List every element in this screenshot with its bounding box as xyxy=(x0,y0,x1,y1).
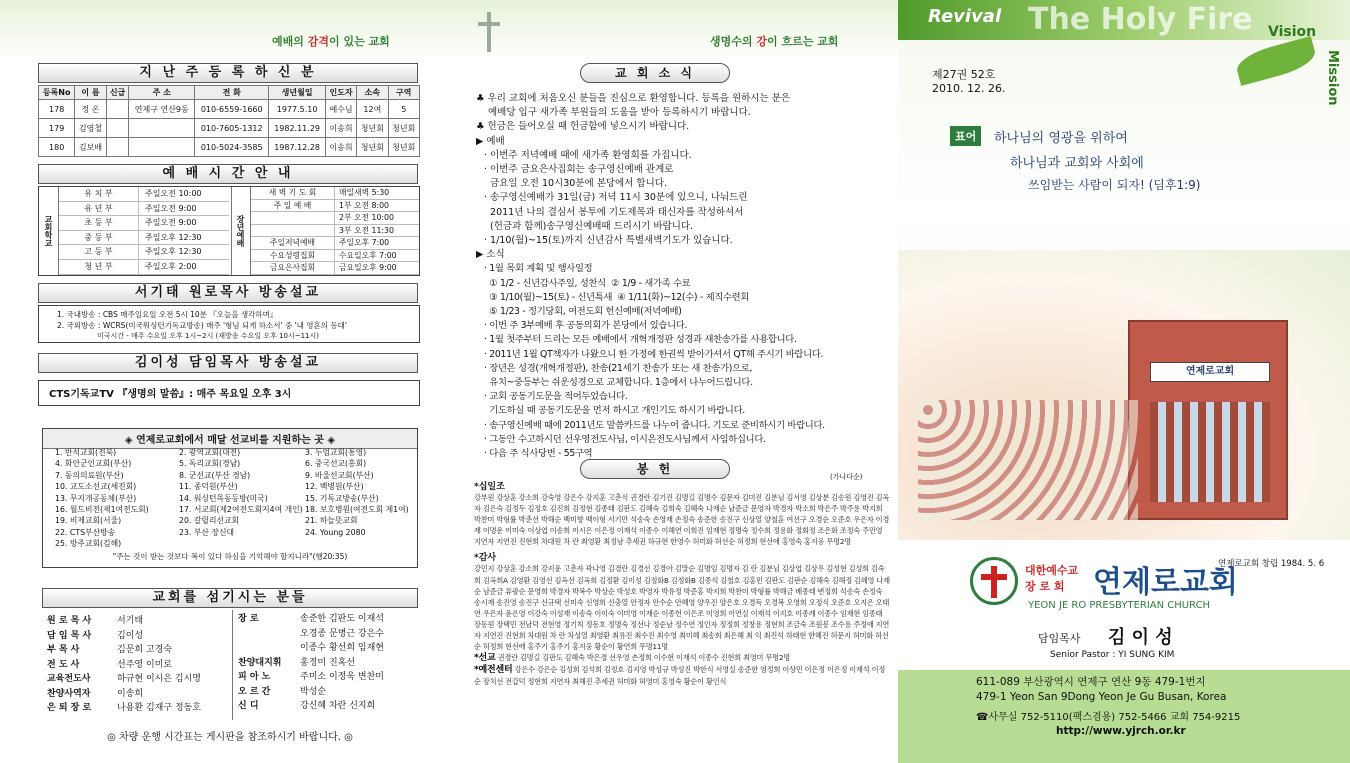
staff-role: 신 디 xyxy=(238,701,259,711)
revival-text: Revival xyxy=(928,6,1002,27)
worship-left-list xyxy=(59,187,229,275)
reg-cell: 청년회 xyxy=(388,119,419,138)
mission-item: 14. 워싱턴목동등방(미국) xyxy=(179,493,268,503)
tithe-heading: *십일조 xyxy=(474,482,505,492)
reg-cell: 1982.11.29 xyxy=(269,119,326,138)
mission-item: 13. 무지개공동체(부산) xyxy=(55,493,137,503)
church-school-label: 교회학교 xyxy=(39,187,59,275)
left-panel xyxy=(0,0,448,763)
reg-cell xyxy=(129,119,195,138)
worship-news-item: · 이번주 저녁예배 때에 새가족 환영회를 가집니다. xyxy=(484,149,692,161)
reg-header: 소속 xyxy=(357,86,388,100)
worship-row xyxy=(251,237,419,250)
cover-photo xyxy=(898,250,1350,540)
registration-title: 지 난 주 등 록 하 신 분 xyxy=(38,63,418,83)
mission-item: 5. 독리교회(경남) xyxy=(179,459,241,469)
worship-dept: 청 년 부 xyxy=(59,260,139,274)
worship-time: 1부 오전 8:00 xyxy=(339,200,390,210)
address-english: 479-1 Yeon San 9Dong Yeon Je Gu Busan, Korea xyxy=(976,691,1227,703)
broadcast1-line: 2. 국외방송 : WCRS(미국워싱턴기독교방송) 매주 '형님 되게 하소서' 중 '내 영혼의 등대' xyxy=(57,321,347,330)
thanks-heading: *감사 xyxy=(474,553,497,564)
church-logo-icon xyxy=(970,557,1018,605)
mission-item: 9. 바울선교회(부산) xyxy=(305,470,374,480)
staff-row xyxy=(238,699,416,714)
news-title: 교 회 소 식 xyxy=(580,63,730,83)
reg-cell: 180 xyxy=(39,138,75,157)
staff-row xyxy=(47,672,227,687)
church-name-english: YEON JE RO PRESBYTERIAN CHURCH xyxy=(1028,600,1211,611)
middle-panel xyxy=(448,0,898,763)
mission-text: Mission xyxy=(1325,50,1340,106)
reg-cell: 1977.5.10 xyxy=(269,100,326,119)
mission-item: 8. 군선교(부산 경남) xyxy=(179,470,251,480)
staff-row xyxy=(47,687,227,702)
reg-cell: 김영철 xyxy=(75,119,106,138)
cross-icon xyxy=(478,12,500,52)
reg-cell: 178 xyxy=(39,100,75,119)
welcome-line: ♣ 헌금은 들어오실 때 헌금함에 넣으시기 바랍니다. xyxy=(476,121,690,133)
staff-names: 강신혜 차란 신지희 xyxy=(300,701,376,711)
worship-row xyxy=(251,225,419,238)
phone-numbers: ☎사무실 752-5110(팩스겸용) 752-5466 교회 754-9215 xyxy=(976,712,1241,723)
staff-role: 오 르 간 xyxy=(238,686,271,697)
news-item: · 2011년 1월 QT책자가 나왔으니 한 가정에 한권씩 받아가셔서 QT해 주시기 바랍니다. xyxy=(484,348,824,360)
reg-cell xyxy=(129,138,195,157)
mission-item: 16. 월드비전(제1여전도회) xyxy=(55,505,149,515)
staff-names: 나용환 김재구 정동호 xyxy=(117,703,201,713)
registration-table xyxy=(38,85,420,158)
news-item: ① 1/2 - 신년감사주일, 성찬식 ② 1/9 - 새가족 수료 xyxy=(484,277,691,289)
staff-title: 교회를 섬기시는 분들 xyxy=(42,588,418,608)
church-name: 연제로교회 xyxy=(1093,565,1238,600)
cover-panel xyxy=(898,0,1350,763)
worship-news-item: (헌금과 함께)송구영신예배때 드리시기 바랍니다. xyxy=(484,220,694,232)
staff-names: 오경종 문병근 강은수 xyxy=(300,628,384,639)
worship-dept: 고 등 부 xyxy=(59,245,139,259)
slogan-label: 표어 xyxy=(950,126,981,146)
worship-row xyxy=(251,187,419,200)
worship-row xyxy=(251,200,419,213)
reg-cell: 청년회 xyxy=(388,138,419,157)
staff-names: 하규현 이시은 김시명 xyxy=(117,674,201,684)
broadcast2-line: CTS기독교TV 『생명의 말씀』: 매주 목요일 오후 3시 xyxy=(49,389,292,400)
reg-cell: 12여 xyxy=(357,100,388,119)
worship-time: 3부 오전 11:30 xyxy=(339,225,394,235)
mission-item: 6. 중국선교(홍회) xyxy=(305,459,367,469)
worship-news-item: · 송구영신예배가 31일(금) 저녁 11시 30분에 있으니, 나눠드린 xyxy=(484,192,748,204)
offering-order: (가나다순) xyxy=(830,473,863,481)
broadcast1-box xyxy=(38,305,420,343)
denomination-line-2: 장 로 회 xyxy=(1025,580,1065,593)
mission-item: 4. 화안군인교회(부산) xyxy=(55,459,132,469)
mission-item: 25. 방주교회(김해) xyxy=(55,539,122,549)
mission-item: 17. 서교회(제2여전도회지4여 개인) xyxy=(179,505,303,515)
mission-title: ◈ 연제로교회에서 매달 선교비를 지원하는 곳 ◈ xyxy=(43,429,417,449)
staff-names: 주미소 이정욱 변찬미 xyxy=(300,672,384,682)
church-sign: 연제로교회 xyxy=(1150,362,1270,382)
staff-names: 박성순 xyxy=(300,686,327,697)
worship-dept: 초 등 부 xyxy=(59,216,139,230)
worship-dept: 중 등 부 xyxy=(59,231,139,245)
broadcast2-box xyxy=(38,380,420,406)
mission-item: 23. 부산 장신대 xyxy=(179,527,235,537)
worship-time: 주일오전 9:00 xyxy=(145,203,197,213)
staff-role: 부 목 사 xyxy=(47,645,80,655)
news-item: · 1월 첫주부터 드리는 모든 예배에서 개혁개정판 성경과 새찬송가를 사용합니다. xyxy=(484,334,797,346)
worship-news-item: 2011년 나의 결심서 봉투에 기도제목과 태신자를 작성하셔서 xyxy=(484,206,744,218)
worship-row xyxy=(251,250,419,263)
vehicle-note: ◎ 차량 운행 시간표는 게시판을 참조하시기 바랍니다. ◎ xyxy=(107,732,353,743)
staff-names: 김이성 xyxy=(117,630,144,641)
worship-row xyxy=(59,202,229,217)
news-item: · 송구영신예배 때에 2011년도 말씀카드를 나누어 줍니다. 기도로 준비하시기 바랍니다. xyxy=(484,419,825,431)
worship-dept: 유 년 부 xyxy=(59,202,139,216)
center-heading: *예전센터 xyxy=(474,665,513,676)
staff-role: 교육전도사 xyxy=(47,674,91,684)
news-item: · 그동안 수고하시던 선우영전도사님, 이시은전도사님께서 사임하십니다. xyxy=(484,433,766,445)
news-heading: ▶ 소식 xyxy=(476,249,505,261)
reg-header: 이 름 xyxy=(75,86,106,100)
worship-dept: 유 치 부 xyxy=(59,187,139,201)
reg-cell: 010-6559-1660 xyxy=(195,100,269,119)
reg-cell: 179 xyxy=(39,119,75,138)
mission-item: 3. 두엄교회(통영) xyxy=(305,448,367,457)
reg-header: 신급 xyxy=(106,86,129,100)
staff-role xyxy=(238,627,300,642)
reg-cell: 김보배 xyxy=(75,138,106,157)
worship-service: 주일저녁예배 xyxy=(251,237,335,249)
reg-header: 생년월일 xyxy=(269,86,326,100)
staff-divider xyxy=(232,610,233,720)
reg-cell: 이송희 xyxy=(325,138,356,157)
denomination-line-1: 대한예수교 xyxy=(1025,564,1079,577)
reg-cell: 010-7605-1312 xyxy=(195,119,269,138)
staff-left xyxy=(47,614,227,716)
congregation xyxy=(918,400,1138,520)
mission-item: 10. 교도소선교(세진회) xyxy=(55,482,137,492)
staff-row xyxy=(47,701,227,716)
reg-cell xyxy=(106,100,129,119)
worship-news-item: · 이번주 금요은사집회는 송구영신예배 관계로 xyxy=(484,164,674,176)
news-item: · 1월 목회 계획 및 행사일정 xyxy=(484,263,593,275)
news-items xyxy=(476,262,896,461)
reg-header: 구역 xyxy=(388,86,419,100)
worship-items xyxy=(476,149,896,248)
broadcast1-line: 미국시간 - 매주 수요일 오후 1시~2시 (재방송 수요일 오후 10시~11시) xyxy=(97,332,319,340)
reg-header: 주 소 xyxy=(129,86,195,100)
worship-time: 주일오전 9:00 xyxy=(145,218,197,228)
worship-time: 주일오전 10:00 xyxy=(145,189,202,198)
staff-row xyxy=(238,627,416,642)
broadcast1-line: 1. 국내방송 : CBS 매주일요일 오전 5시 10분 『오늘을 생각하며』 xyxy=(57,310,278,319)
staff-role xyxy=(238,641,300,656)
mission-item: 24. Young 2080 xyxy=(305,527,366,537)
news-item: · 이번 주 3부예배 후 공동의회가 본당에서 있습니다. xyxy=(484,320,688,332)
mission-col-1 xyxy=(55,447,180,550)
mission-item: 1. 반석교회(전북) xyxy=(55,448,117,457)
staff-role: 피 아 노 xyxy=(238,672,271,682)
worship-service xyxy=(251,225,335,237)
worship-service: 주 일 예 배 xyxy=(251,200,335,212)
staff-role: 원 로 목 사 xyxy=(47,616,92,626)
pastor-name: 김 이 성 xyxy=(1108,627,1173,648)
worship-service xyxy=(251,212,335,224)
worship-row xyxy=(251,262,419,275)
reg-cell: 이송희 xyxy=(325,119,356,138)
center-names: 강은수 강은순 김성희 김석희 김정호 김지영 박성규 박성진 박한식 서영실 송준한 염정희 이상민 이은정 이은정 이재석 이정순 장치선 전갑덕 정현희 지연자 최해진 추세권 허미화 허영미 홍영숙 황순이 황인식 xyxy=(474,665,886,687)
leaf-decoration xyxy=(448,0,898,60)
welcome-line: ♣ 우리 교회에 처음오신 분들을 진심으로 환영합니다. 등록을 원하시는 분은 xyxy=(476,93,791,104)
news-item: ③ 1/10(월)~15(토) - 신년특새 ④ 1/11(화)~12(수) - 제직수련회 xyxy=(484,291,749,303)
reg-header: 등록No xyxy=(39,86,75,100)
staff-row xyxy=(238,670,416,685)
mission-support-box xyxy=(42,428,418,568)
staff-row xyxy=(47,614,227,629)
pastor-name-english: Senior Pastor : YI SUNG KIM xyxy=(1050,650,1175,660)
worship-news-item: · 1/10(월)~15(토)까지 신년감사 특별새벽기도가 있습니다. xyxy=(484,235,733,247)
worship-time: 주일오후 7:00 xyxy=(339,238,390,247)
worship-schedule xyxy=(38,186,420,276)
vision-text: Vision xyxy=(1268,24,1317,40)
staff-role: 전 도 사 xyxy=(47,659,80,670)
table-row xyxy=(39,138,420,157)
news-item: 유치~중등부는 쉬운성경으로 교체합니다. 1층에서 나누어드립니다. xyxy=(484,377,753,389)
staff-role: 찬양대지휘 xyxy=(238,657,282,668)
staff-row xyxy=(47,629,227,644)
staff-names: 서기태 xyxy=(117,616,144,626)
mission-item: 20. 갈릴리선교회 xyxy=(179,516,240,526)
news-item: ⑤ 1/23 - 정기당회, 여전도회 헌신예배(저녁예배) xyxy=(484,306,682,318)
worship-service: 금요은사집회 xyxy=(251,262,335,274)
building-windows xyxy=(1150,402,1270,502)
worship-time: 금요일오후 9:00 xyxy=(339,263,397,272)
reg-cell: 청년회 xyxy=(357,119,388,138)
slogan-line-1: 하나님의 영광을 위하여 xyxy=(994,131,1128,146)
worship-news-item: 금요일 오전 10시30분에 본당에서 합니다. xyxy=(484,178,667,190)
reg-cell: 청년회 xyxy=(357,138,388,157)
staff-box xyxy=(42,610,418,722)
motto-2: 생명수의 강이 흐르는 교회 xyxy=(710,35,839,48)
news-item: · 장년은 성경(개혁개정판), 찬송(21세기 찬송가 또는 새 찬송가)으로, xyxy=(484,362,753,374)
mission-item: 21. 하늘뜻교회 xyxy=(305,516,358,526)
slogan-line-3: 쓰임받는 사람이 되자! (딤후1:9) xyxy=(1028,178,1201,192)
reg-header: 인도자 xyxy=(325,86,356,100)
table-row xyxy=(39,100,420,119)
staff-role: 장 로 xyxy=(238,614,259,624)
slogan-line-2: 하나님과 교회와 사회에 xyxy=(1010,156,1144,171)
worship-heading: ▶ 예배 xyxy=(476,135,505,147)
offering-body xyxy=(474,476,890,688)
worship-row xyxy=(59,216,229,231)
mission-col-2 xyxy=(179,447,304,538)
broadcast1-title: 서기태 원로목사 방송설교 xyxy=(38,283,418,303)
reg-header: 전 화 xyxy=(195,86,269,100)
mission-item: 19. 비제교회(서울) xyxy=(55,516,122,526)
mission-heading: *선교 xyxy=(474,653,496,664)
staff-names: 홍정미 진혹선 xyxy=(300,657,356,668)
mission-col-3 xyxy=(305,447,417,538)
table-row xyxy=(39,119,420,138)
offering-title: 봉 헌 xyxy=(580,459,730,479)
staff-row xyxy=(238,685,416,700)
worship-time: 2부 오전 10:00 xyxy=(339,213,394,222)
adult-worship-label: 장년예배 xyxy=(231,187,251,275)
news-item: · 교회 공동기도문을 적어두었습니다. xyxy=(484,391,628,403)
founded-date: 연제로교회 창립 1984. 5. 6 xyxy=(1218,559,1325,569)
worship-service: 수요성령집회 xyxy=(251,250,335,262)
tithe-names: 강부원 강상훈 강소희 강숙영 강은수 강지훈 고춘식 권경란 김기진 김명길 김명수 김문자 김미진 김분님 김서영 김상분 김송원 김영진 김옥자 김은숙 김정두 김정호 김진희 김정현 김종태 김판도 김혜숙 김희숙 김혜숙 나재순 남준금 문영자 박경자 박소희 박은주 박주용 박지희 박찬미 박형률 박춘선 박해순 백미향 백이형 서기만 석송숙 손영재 손정숙 송준한 송진구 신상열 양철훈 여선구 오경순 오준호 우은자 이경재 이명운 이미숙 이상엽 이송희 이시은 이은정 이재석 이종수 이해연 이희진 임재현 정명숙 정수희 정용화 정회정 조은화 조정숙 주민영 지연자 지연진 진현희 차대원 차 란 최영환 최정남 추세권 하규현 한영수 허미화 허선순 허정희 현선애 홍영숙 홍지웅 무명2명 xyxy=(474,493,890,547)
worship-time: 매일새벽 5:30 xyxy=(339,188,390,197)
mission-item: 15. 기독교방송(부산) xyxy=(305,493,379,503)
reg-cell xyxy=(106,119,129,138)
staff-names: 이종수 황선희 임재현 xyxy=(300,643,384,653)
mission-item: 11. 종덕원(부산) xyxy=(179,482,238,492)
issue-number: 제27권 52호 xyxy=(932,68,996,81)
mission-item: 2. 광역교회(대전) xyxy=(179,448,241,457)
website-link[interactable]: http://www.yjrch.or.kr xyxy=(1056,725,1186,737)
worship-time: 수요일오후 7:00 xyxy=(339,250,397,260)
reg-cell xyxy=(106,138,129,157)
news-body xyxy=(476,92,896,461)
mission-names: 권경란 김명길 김판도 김혜숙 박은경 선우영 손정희 이수현 이재석 이종수 진현희 최영미 무명2명 xyxy=(497,653,790,663)
reg-cell: 1987.12.28 xyxy=(269,138,326,157)
pastor-label: 담임목사 xyxy=(1038,632,1081,645)
issue-date: 2010. 12. 26. xyxy=(932,82,1006,95)
church-building xyxy=(1128,320,1288,520)
worship-title: 예 배 시 간 안 내 xyxy=(38,164,418,184)
mission-quote: "주는 것이 받는 것보다 복이 있다 하심을 기억해야 할지니라"(행20:35) xyxy=(112,552,348,561)
worship-row xyxy=(251,212,419,225)
worship-time: 주일오후 2:00 xyxy=(145,261,197,271)
staff-role: 담 임 목 사 xyxy=(47,630,92,641)
staff-role: 은 퇴 장 로 xyxy=(47,703,92,713)
staff-row xyxy=(238,641,416,656)
mission-item: 7. 동의의료원(부산) xyxy=(55,470,124,480)
mission-item: 18. 보호병원(여전도회 제1여) xyxy=(305,505,409,515)
worship-row xyxy=(59,245,229,260)
staff-row xyxy=(47,658,227,673)
news-item: 기도하실 때 공동기도문을 먼저 하시고 개인기도 하시기 바랍니다. xyxy=(484,405,745,417)
staff-role: 찬양사역자 xyxy=(47,688,91,699)
reg-cell: 010-5024-3585 xyxy=(195,138,269,157)
staff-names: 선주영 이미로 xyxy=(117,659,173,670)
reg-cell: 예수님 xyxy=(325,100,356,119)
worship-time: 주일오후 12:30 xyxy=(145,247,202,257)
reg-cell: 5 xyxy=(388,100,419,119)
mission-item: 12. 백병원(부산) xyxy=(305,482,364,492)
news-item: · 다음 주 식사당번 - 55구역 xyxy=(484,448,593,460)
worship-service: 새 벽 기 도 회 xyxy=(251,187,335,199)
worship-time: 주일오후 12:30 xyxy=(145,232,202,242)
leaf-decoration xyxy=(0,0,448,60)
reg-cell: 연제구 연산9동 xyxy=(129,100,195,119)
worship-row xyxy=(59,260,229,275)
worship-row xyxy=(59,187,229,202)
motto-1: 예배의 감격이 있는 교회 xyxy=(272,35,390,48)
staff-row xyxy=(47,643,227,658)
staff-row xyxy=(238,656,416,671)
staff-row xyxy=(238,612,416,627)
thanks-names: 강민지 강상훈 강소희 강지윤 고춘자 곽나영 김경란 김경선 김경아 김말순 김명임 김명자 김 란 김분님 김상엽 김상우 김성현 김성희 김숙희 김옥희A 김영환 김영선 김옥선 김옥희 김정환 김이성 김정화B 김정화B 김종석 김철호 김홍민 김판도 김판순 김해숙 김해정 김혜영 나재순 남준금 류광순 문영희 박경자 박복수 박상순 박성호 박영자 박유정 박준홍 박지희 박찬미 박형률 박해금 배종태 변정희 석송숙 손정숙 송시재 송진영 송진구 신규택 신미숙 신영희 신충열 안정자 안수순 안혜영 양우진 양은호 오경득 오경복 오영희 오정식 오준호 오지은 오태연 우은자 윤은영 이강숙 이성재 이송숙 이이숙 이미영 이재순 이종헌 이은조 이영희 이연실 이재석 이지호 이종례 이종수 임재현 임종태 장동원 장택민 전남덕 전현영 정기칙 정동호 정명숙 정선나 정순남 정수연 정인자 정정희 정창용 정현희 조금숙 조원봉 조수용 주정애 지연자 지연진 진현희 차대원 차 란 차성열 최영환 최유진 최수진 최수영 최미혜 최송희 최은혜 최 익 최진석 하태현 한혜진 허문지 허미화 허선순 허정희 현선애 홍주기 홍주기 홍지웅 황순이 황연희 무명11명 xyxy=(474,564,890,652)
address-korean: 611-089 부산광역시 연제구 연산 9동 479-1번지 xyxy=(976,676,1206,688)
staff-right xyxy=(238,612,416,714)
reg-cell: 정 온 xyxy=(75,100,106,119)
staff-names: 김문희 고경숙 xyxy=(117,645,173,655)
welcome-line: 예배당 입구 새가족 부원들의 도움을 받아 등록하시기 바랍니다. xyxy=(488,107,751,119)
staff-names: 이송희 xyxy=(117,688,144,699)
mission-item: 22. CTS부산방송 xyxy=(55,527,116,537)
holy-fire-text: The Holy Fire xyxy=(1028,2,1253,37)
staff-names: 송준한 김판도 이재석 xyxy=(300,614,384,624)
broadcast2-title: 김이성 담임목사 방송설교 xyxy=(38,353,418,373)
worship-row xyxy=(59,231,229,246)
worship-right-list xyxy=(251,187,419,275)
